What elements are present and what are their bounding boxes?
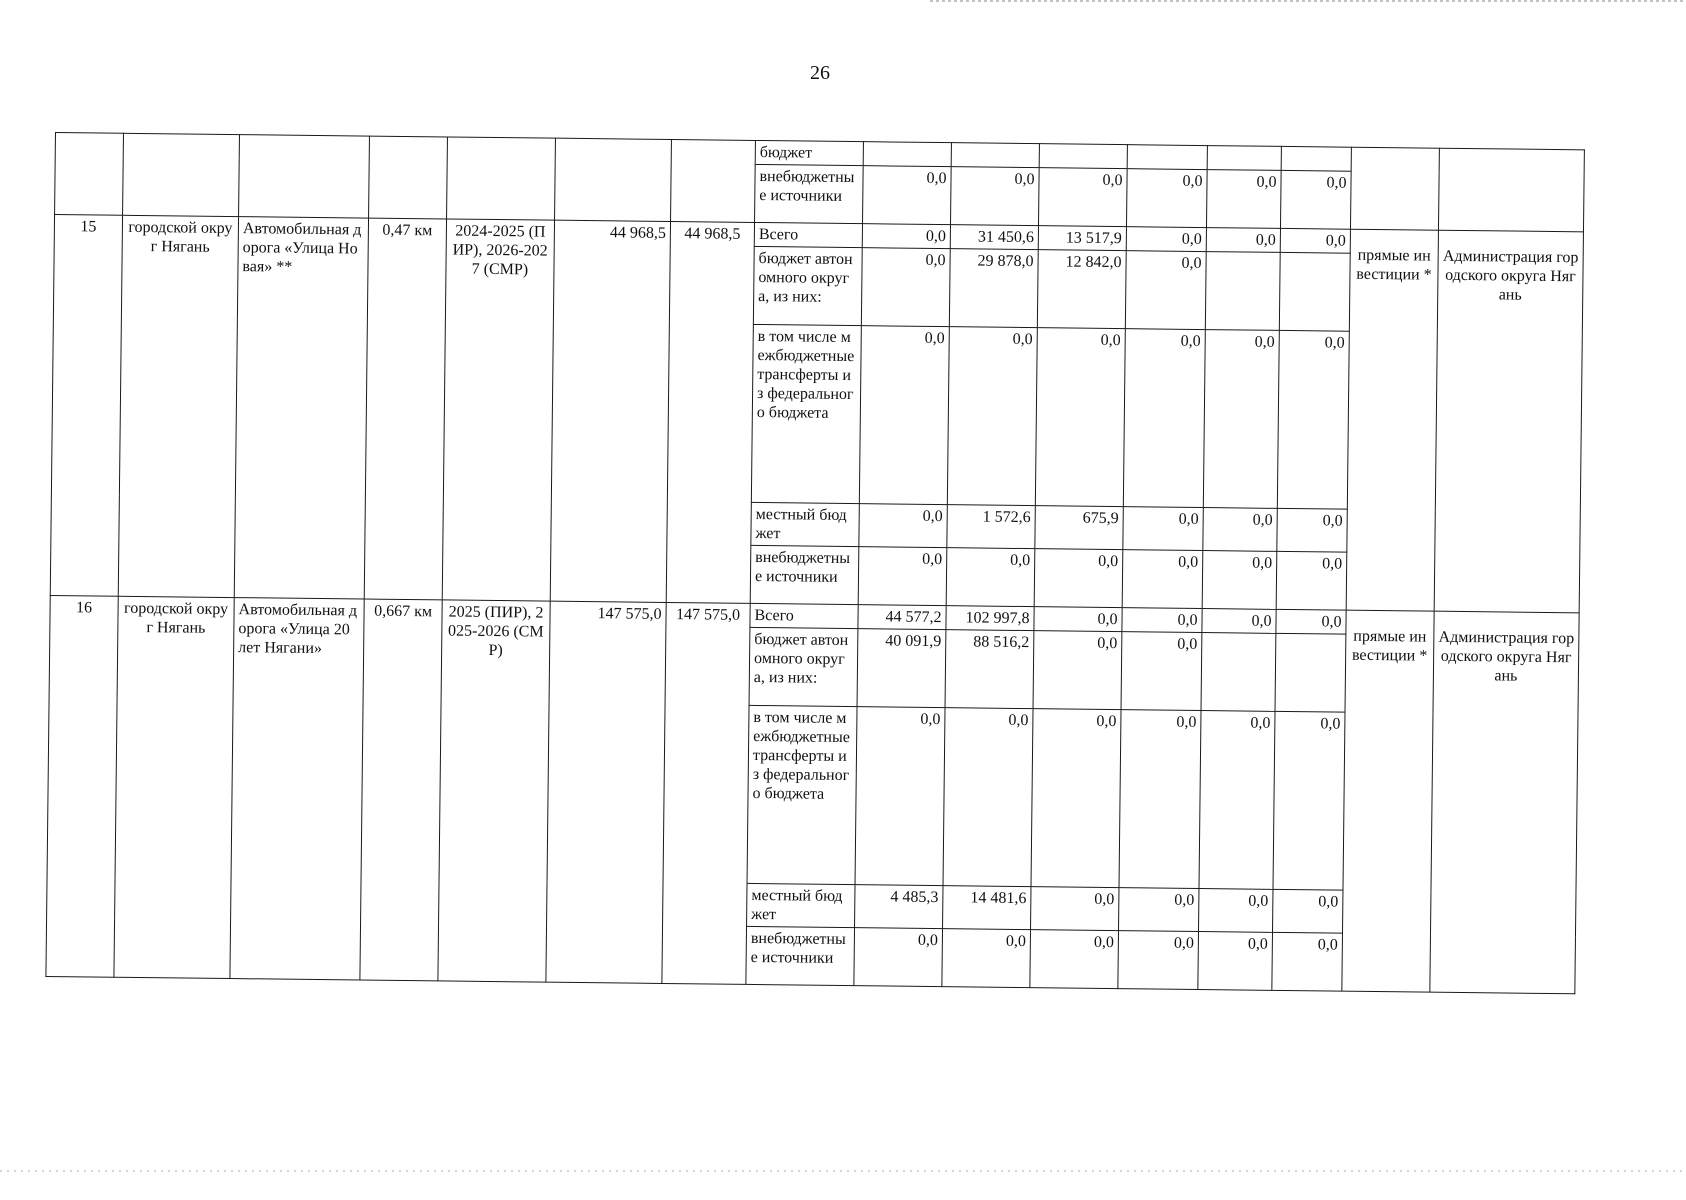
project-cost: 147 575,0 [546, 601, 666, 983]
amount-cell: 0,0 [1126, 227, 1206, 252]
amount-cell [1039, 144, 1127, 169]
amount-cell: 0,0 [863, 166, 952, 225]
amount-cell: 0,0 [1119, 710, 1201, 889]
cost-cell [555, 138, 672, 221]
source-label: Всего [754, 222, 862, 247]
amount-cell: 0,0 [1280, 170, 1351, 229]
page-number: 26 [810, 62, 830, 84]
amount-cell: 0,0 [854, 928, 943, 987]
project-number: 16 [46, 595, 118, 977]
amount-cell: 0,0 [855, 707, 945, 886]
project-mechanism [1346, 229, 1438, 611]
amount-cell: 0,0 [947, 327, 1037, 506]
project-remaining: 147 575,0 [662, 602, 750, 984]
object-cell [239, 135, 370, 218]
amount-cell: 0,0 [859, 326, 949, 505]
budget-table-sheet [45, 132, 1584, 994]
project-period: 2024-2025 (ПИР), 2026-2027 (СМР) [442, 219, 554, 601]
amount-cell [863, 142, 951, 167]
scan-edge-top [930, 0, 1686, 2]
amount-cell: 675,9 [1035, 506, 1123, 550]
amount-cell: 0,0 [1030, 930, 1119, 989]
source-label: местный бюджет [747, 883, 855, 927]
amount-cell: 0,0 [1198, 932, 1273, 991]
amount-cell: 0,0 [1203, 330, 1279, 509]
amount-cell: 0,0 [1031, 709, 1121, 888]
amount-cell [1275, 633, 1346, 712]
amount-cell: 0,0 [1273, 711, 1345, 890]
amount-cell: 0,0 [951, 167, 1040, 226]
mechanism-cell [1350, 147, 1439, 230]
source-label: местный бюджет [751, 502, 859, 546]
length-cell [369, 136, 448, 219]
source-label: бюджет [755, 140, 863, 165]
amount-cell: 0,0 [1123, 329, 1205, 508]
amount-cell: 0,0 [1202, 609, 1276, 634]
amount-cell: 0,0 [1126, 169, 1207, 228]
amount-cell: 0,0 [1206, 228, 1280, 253]
project-district: городской округ Нягань [114, 596, 234, 978]
amount-cell: 0,0 [858, 547, 947, 606]
source-label: Всего [750, 603, 858, 628]
amount-cell: 0,0 [1276, 551, 1347, 610]
amount-cell: 0,0 [1122, 608, 1202, 633]
project-remaining: 44 968,5 [666, 221, 754, 603]
amount-cell: 4 485,3 [855, 885, 943, 929]
amount-cell: 31 450,6 [950, 225, 1038, 250]
period-cell [447, 137, 556, 220]
amount-cell: 0,0 [1272, 889, 1342, 933]
project-object: Автомобильная дорога «Улица 20 лет Нягани» [230, 598, 364, 980]
project-customer [1434, 230, 1583, 613]
budget-table [45, 132, 1584, 994]
amount-cell: 0,0 [859, 504, 947, 548]
amount-cell: 0,0 [1125, 251, 1206, 330]
remaining-cell [671, 139, 756, 222]
amount-cell: 0,0 [861, 248, 950, 327]
source-label: внебюджетные источники [750, 545, 859, 604]
amount-cell [1207, 146, 1281, 171]
project-length: 0,667 км [360, 599, 442, 981]
project-cost: 44 968,5 [550, 220, 670, 602]
amount-cell: 0,0 [1276, 609, 1346, 634]
amount-cell: 102 997,8 [946, 606, 1034, 631]
amount-cell: 0,0 [1123, 507, 1203, 551]
amount-cell: 0,0 [1280, 228, 1350, 253]
amount-cell: 0,0 [1118, 931, 1199, 990]
amount-cell: 0,0 [943, 708, 1033, 887]
amount-cell: 29 878,0 [949, 249, 1038, 328]
amount-cell: 44 577,2 [858, 605, 946, 630]
amount-cell [1281, 146, 1351, 171]
amount-cell: 0,0 [1035, 328, 1125, 507]
amount-cell: 0,0 [1203, 508, 1277, 552]
customer-text: Администрация городского округа Нягань [1438, 628, 1575, 685]
project-object: Автомобильная дорога «Улица Новая» ** [234, 217, 368, 599]
source-label: в том числе межбюджетные трансферты из федерального бюджета [747, 705, 857, 884]
amount-cell [951, 143, 1039, 168]
amount-cell: 0,0 [1272, 932, 1343, 991]
customer-text: Администрация городского округа Нягань [1442, 247, 1579, 304]
source-label: в том числе межбюджетные трансферты из федерального бюджета [751, 324, 861, 503]
amount-cell: 0,0 [1033, 631, 1122, 710]
amount-cell: 0,0 [942, 929, 1031, 988]
amount-cell: 0,0 [1277, 508, 1347, 552]
amount-cell: 12 842,0 [1037, 250, 1126, 329]
amount-cell: 0,0 [1034, 607, 1122, 632]
amount-cell: 0,0 [1121, 632, 1202, 711]
amount-cell [1127, 145, 1207, 170]
amount-cell: 40 091,9 [857, 629, 946, 708]
project-customer [1430, 611, 1579, 994]
amount-cell: 0,0 [1202, 551, 1277, 610]
amount-cell: 0,0 [862, 224, 950, 249]
amount-cell: 0,0 [1031, 887, 1119, 931]
amount-cell: 13 517,9 [1038, 226, 1126, 251]
num-cell [55, 133, 124, 216]
amount-cell: 0,0 [1206, 170, 1281, 229]
mechanism-text: прямые инвестиции * [1351, 627, 1428, 665]
project-number: 15 [50, 215, 122, 597]
mechanism-text: прямые инвестиции * [1356, 246, 1432, 284]
project-period: 2025 (ПИР), 2025-2026 (СМР) [438, 600, 550, 982]
amount-cell: 0,0 [946, 548, 1035, 607]
amount-cell: 0,0 [1034, 549, 1123, 608]
district-cell [123, 133, 240, 216]
amount-cell: 0,0 [1039, 168, 1128, 227]
amount-cell [1201, 633, 1276, 712]
project-mechanism [1342, 610, 1434, 992]
scan-edge-bottom [0, 1170, 1686, 1172]
source-label: внебюджетные источники [746, 926, 855, 985]
project-district: городской округ Нягань [118, 215, 238, 597]
amount-cell: 1 572,6 [947, 505, 1035, 549]
source-label: внебюджетные источники [755, 164, 864, 223]
amount-cell: 0,0 [1199, 889, 1273, 933]
amount-cell: 88 516,2 [945, 630, 1034, 709]
amount-cell: 14 481,6 [943, 886, 1031, 930]
amount-cell: 0,0 [1119, 888, 1199, 932]
source-label: бюджет автономного округа, из них: [749, 627, 858, 706]
amount-cell: 0,0 [1199, 711, 1275, 890]
source-label: бюджет автономного округа, из них: [753, 246, 862, 325]
amount-cell [1205, 252, 1280, 331]
amount-cell: 0,0 [1277, 330, 1349, 509]
customer-cell [1438, 148, 1584, 232]
amount-cell [1279, 252, 1350, 331]
amount-cell: 0,0 [1122, 550, 1203, 609]
project-length: 0,47 км [364, 218, 446, 600]
